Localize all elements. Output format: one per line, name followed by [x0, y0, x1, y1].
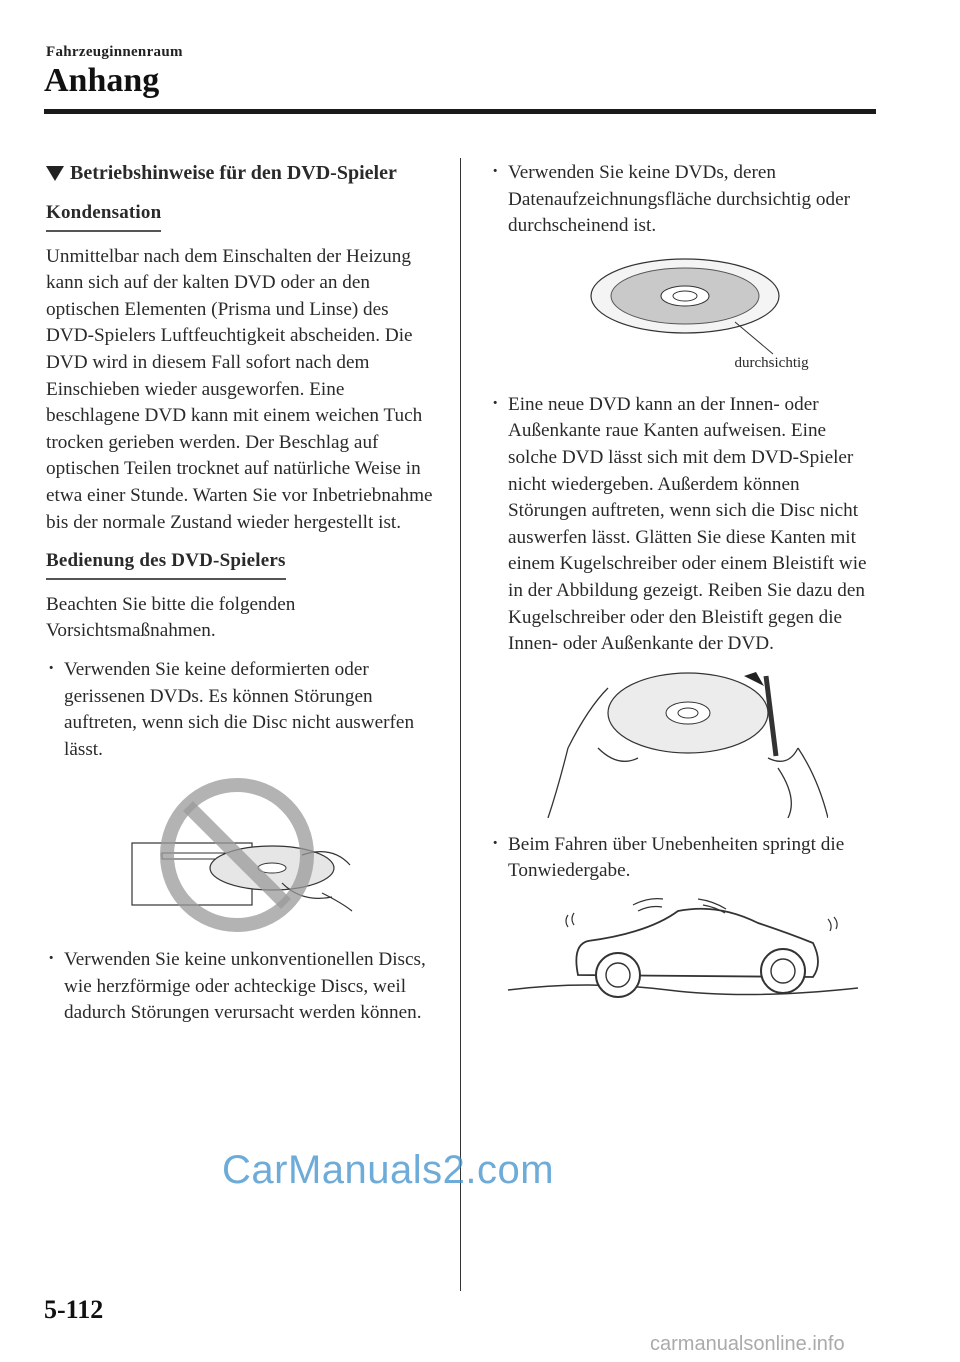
- paragraph-bedienung-intro: Beachten Sie bitte die folgenden Vorsichtsmaßnahmen.: [46, 593, 296, 642]
- bullet-deformed-discs: · Verwenden Sie keine deformierten oder gerissenen DVDs. Es können Störungen auftreten, wenn sich die Disc nicht auswerfen lässt.: [46, 657, 438, 763]
- transparent-disc-figure: [533, 250, 833, 380]
- watermark-center: CarManuals2.com: [222, 1148, 555, 1192]
- triangle-marker-icon: [46, 166, 64, 181]
- right-column: [490, 160, 875, 1024]
- page-title: Anhang: [44, 62, 160, 99]
- bullet-transparent-dvds: · Verwenden Sie keine DVDs, deren Datenaufzeichnungsfläche durchsichtig oder durchscheinend ist.: [490, 160, 875, 240]
- bullet-unconventional-discs: · Verwenden Sie keine unkonventionellen Discs, wie herzförmige oder achteckige Discs, weil dadurch Störungen verursacht werden können.: [46, 947, 438, 1027]
- section-heading-text: Betriebshinweise für den DVD-Spieler: [70, 162, 397, 184]
- section-heading: [46, 160, 438, 186]
- figure-label-transparent: durchsichtig: [734, 354, 809, 371]
- paragraph-kondensation: Unmittelbar nach dem Einschalten der Heizung kann sich auf der kalten DVD oder an den optischen Elementen (Prisma und Linse) des DVD-Spielers Luftfeuchtigkeit abscheiden. Die DVD wird in diesem Fall sofort nach dem Einschieben wieder ausgeworfen. Eine beschlagene DVD kann mit einem weichen Tuch trocken gerieben werden. Der Beschlag auf optischen Teilen trocknet auf natürliche Weise in etwa einer Stunde. Warten Sie vor Inbetriebnahme bis der normale Zustand wieder hergestellt ist.: [46, 245, 433, 533]
- smoothing-disc-edge-illustration: [538, 668, 828, 818]
- left-column: [46, 160, 438, 1037]
- watermark-corner: carmanualsonline.info: [650, 1333, 845, 1355]
- no-deformed-disc-illustration: [122, 773, 362, 933]
- page-number: 5-112: [44, 1295, 104, 1324]
- bullet-sound-skipping: · Beim Fahren über Unebenheiten springt die Tonwiedergabe.: [490, 832, 875, 885]
- bullet-rough-edges: · Eine neue DVD kann an der Innen- oder Außenkante raue Kanten aufweisen. Eine solche DVD lässt sich mit dem DVD-Spieler nicht wiedergeben. Außerdem können Störungen auftreten, wenn sich die Disc nicht auswerfen lässt. Glätten Sie diese Kanten mit einem Kugelschreiber oder einem Bleistift wie in der Abbildung gezeigt. Reiben Sie dazu den Kugelschreiber oder den Bleistift gegen die Innen- oder Außenkante der DVD.: [490, 392, 875, 658]
- column-divider: [460, 158, 461, 1291]
- header-rule: [44, 109, 876, 114]
- subheading-kondensation: Kondensation: [46, 200, 161, 232]
- car-bumpy-road-illustration: [498, 895, 868, 1010]
- section-subtitle: Fahrzeuginnenraum: [46, 44, 183, 60]
- subheading-bedienung: Bedienung des DVD-Spielers: [46, 548, 286, 580]
